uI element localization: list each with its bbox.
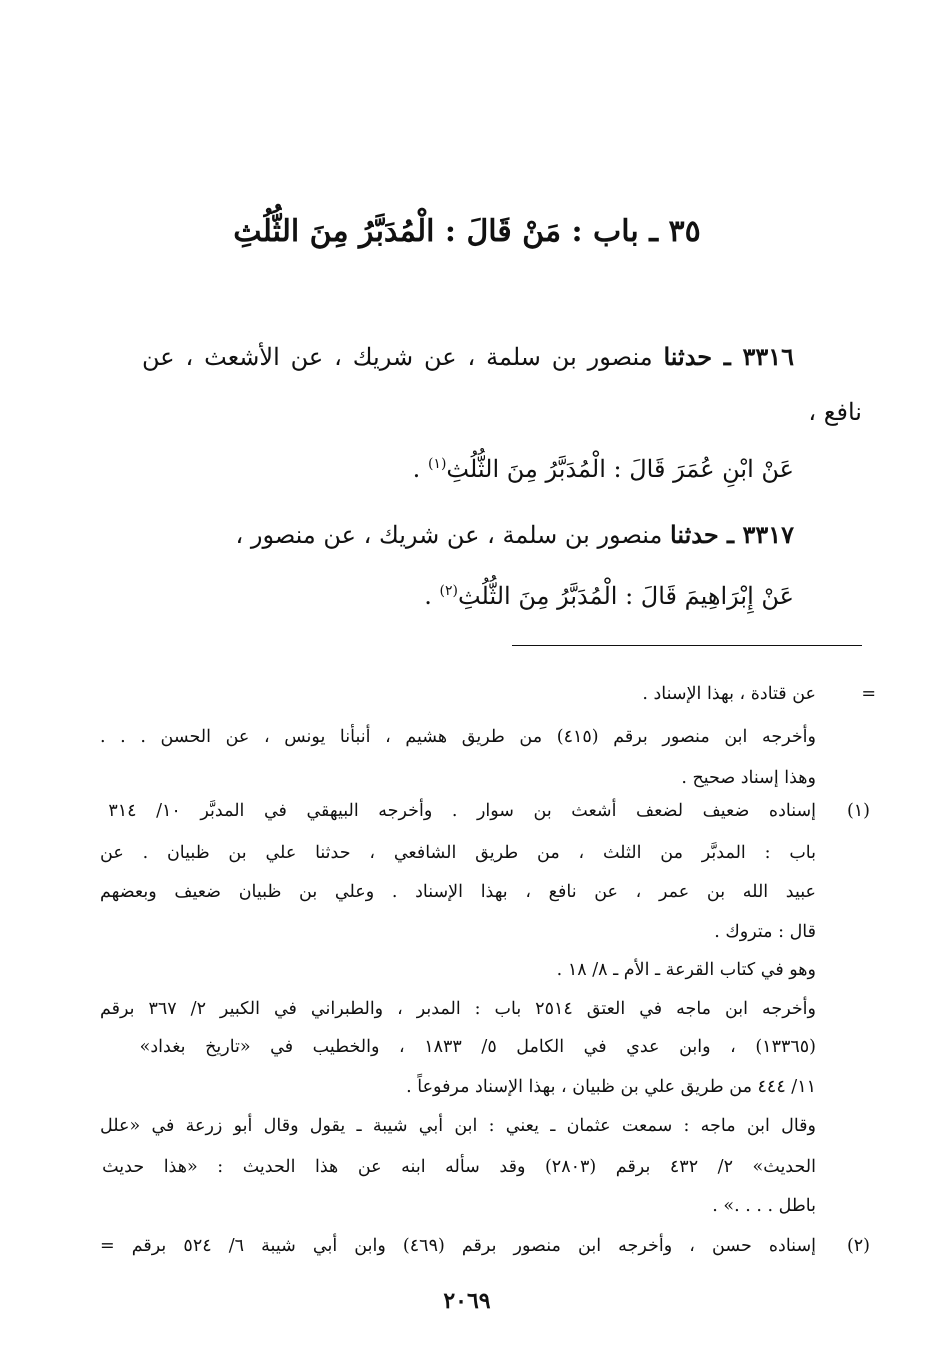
footnote-continuation-marker: = [861,684,876,704]
page-number: ٢٠٦٩ [443,1288,491,1314]
hadith-3317-chain: منصور بن سلمة ، عن شريك ، عن منصور ، [235,521,663,549]
hadith-3317-matn: عَنْ إِبْرَاهِيمَ قَالَ : الْمُدَبَّرُ مِنَ الثُّلُثِ [457,582,794,610]
footnote-ref-1: (١) [427,456,447,472]
chapter-title: ٣٥ ـ باب : مَنْ قَالَ : الْمُدَبَّرُ مِنَ الثُّلُثِ [233,214,701,249]
footnote-1-line: قال : متروك . [714,922,816,942]
footnote-2-marker: (٢) [846,1236,870,1256]
hadith-3316-number: ٣٣١٦ ـ حدثنا [663,342,794,371]
hadith-3317-end: . [424,582,432,610]
footnote-1-line: الحديث» ٢/ ٤٣٢ برقم (٢٨٠٣) وقد سأله ابنه عن هذا الحديث : «هذا حديث [102,1157,816,1177]
footnote-1-line: وأخرجه ابن ماجه في العتق ٢٥١٤ باب : المدبر ، والطبراني في الكبير ٢/ ٣٦٧ برقم [100,999,816,1019]
footnote-1-line: باب : المدبَّر من الثلث ، من طريق الشافعي ، حدثنا علي بن ظبيان . عن [100,843,816,863]
hadith-3316-matn-line [413,455,794,483]
footnote-line: وهذا إسناد صحيح . [681,768,816,788]
footnote-1-marker: (١) [846,801,870,821]
footnote-ref-2: (٢) [439,583,458,599]
footnote-1-line: وقال ابن ماجه : سمعت عثمان ـ يعني : ابن أبي شيبة ـ يقول وقال أبو زرعة في «علل [100,1116,816,1136]
footnote-1-line: وهو في كتاب القرعة ـ الأم ـ ٨/ ١٨ . [556,960,816,980]
footnote-divider [512,645,862,646]
hadith-3316-matn: عَنْ ابْنِ عُمَرَ قَالَ : الْمُدَبَّرُ مِنَ الثُّلُثِ [446,455,794,483]
hadith-3317-number: ٣٣١٧ ـ حدثنا [670,520,794,549]
footnote-2-line: إسناده حسن ، وأخرجه ابن منصور برقم (٤٦٩) وابن أبي شيبة ٦/ ٥٢٤ برقم = [99,1236,816,1256]
footnote-1-line: ١١/ ٤٤٤ من طريق علي بن ظبيان ، بهذا الإسناد مرفوعاً . [406,1077,816,1097]
footnote-1-line: إسناده ضعيف لضعف أشعث بن سوار . وأخرجه البيهقي في المدبَّر ١٠/ ٣١٤ [108,801,816,821]
hadith-3317-line1 [235,520,794,549]
footnote-line: وأخرجه ابن منصور برقم (٤١٥) من طريق هشيم ، أنبأنا يونس ، عن الحسن . . . [99,727,816,747]
footnote-line: عن قتادة ، بهذا الإسناد . [642,684,816,704]
hadith-3316-line2: نافع ، [808,398,862,426]
hadith-3316-line1 [142,342,794,371]
hadith-3316-chain: منصور بن سلمة ، عن شريك ، عن الأشعث ، عن [142,343,653,371]
hadith-3316-end: . [412,455,421,483]
footnote-1-line: عبيد الله بن عمر ، عن نافع ، بهذا الإسناد . وعلي بن ظبيان ضعيف وبعضهم [100,882,816,902]
footnote-1-line: باطل . . . .» . [712,1196,816,1216]
hadith-3317-matn-line [424,582,794,610]
footnote-1-line: (١٣٣٦٥) ، وابن عدي في الكامل ٥/ ١٨٣٣ ، والخطيب في «تاريخ بغداد» [139,1037,816,1057]
